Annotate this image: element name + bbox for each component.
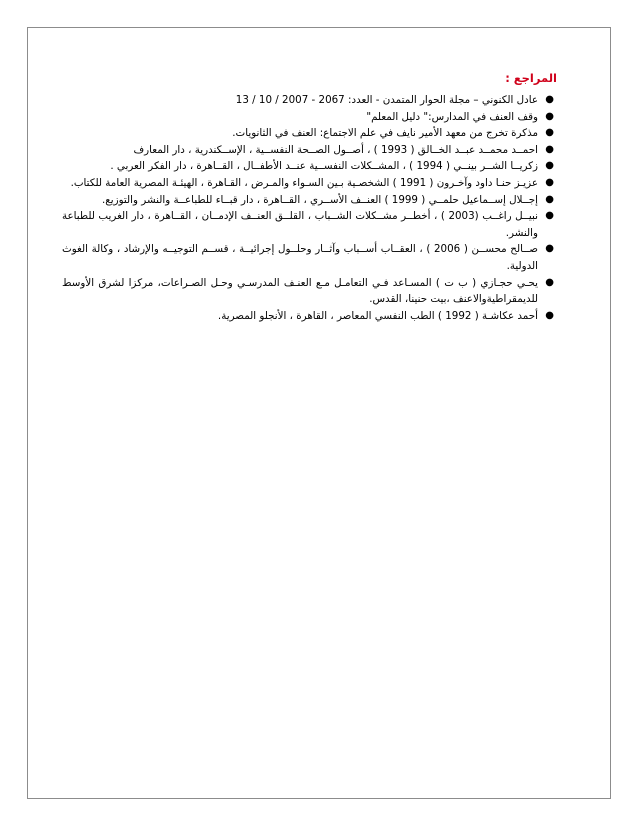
reference-item [62,241,557,274]
bullet-icon: ● [545,143,554,155]
reference-item [62,125,557,142]
bullet-icon: ● [545,210,554,222]
bullet-icon: ● [545,176,554,188]
reference-text: احمــد محمــد عبــد الخــالق ( 1993 ) ، أصــول الصــحة النفســية ، الإســكندرية ، دار المعارف [133,143,538,156]
reference-item [62,275,557,308]
bullet-icon: ● [545,243,554,255]
reference-item [62,142,557,159]
reference-text: نبيــل راغــب (2003 ) ، أخطــر مشــكلات الشــباب ، القلــق العنــف الإدمــان ، القــاهرة ، دار الغريب للطباعة والنشر. [62,210,539,239]
reference-text: وقف العنف في المدارس:" دليل المعلم" [366,110,538,123]
reference-text: زكريــا الشــر بينــي ( 1994 ) ، المشــكلات النفســية عنــد الأطفــال ، القــاهرة ، دار الفكر العربي . [110,160,538,173]
reference-text: صــالح محســن ( 2006 ) ، العقــاب أســباب وآثــار وحلــول إجرائيــة ، قســم التوجيــه والإرشاد ، وكالة الغوث الدولية. [62,243,538,272]
bullet-icon: ● [545,276,554,288]
bullet-icon: ● [545,127,554,139]
reference-text: عزيـز حنـا داود وآخـرون ( 1991 ) الشخصـية بـين السـواء والمـرض ، القـاهرة ، الهيئـة المصرية العامة للكتاب. [70,176,538,189]
bullet-icon: ● [545,193,554,205]
bullet-icon: ● [545,94,554,105]
reference-item [62,208,557,241]
references-list [62,92,557,324]
reference-item [62,192,557,209]
reference-text: أحمد عكاشـة ( 1992 ) الطب النفسي المعاصر ، القاهرة ، الأنجلو المصرية. [217,309,538,322]
reference-text: يحـي حجـازي ( ب ت ) المسـاعد فـي التعامـل مـع العنـف المدرسـي وحـل الصـراعات، مركزا لشرق الأوسط للديمقراطيةوالاعنف ،بيت حنينا، القدس. [62,276,538,306]
bullet-icon: ● [545,110,554,122]
reference-text: مذكرة تخرج من معهد الأمير نايف في علم الاجتماع: العنف في الثانويات. [232,127,538,140]
bullet-icon: ● [545,309,554,321]
bullet-icon: ● [545,160,554,172]
reference-item [62,92,557,109]
reference-item [62,109,557,126]
document-body [62,66,557,324]
reference-item [62,308,557,325]
reference-text: إجــلال إســماعيل حلمــي ( 1999 ) العنــف الأســري ، القــاهرة ، دار قبــاء للطباعــة والنشر والتوزيع. [102,193,538,206]
reference-item [62,158,557,175]
reference-item [62,175,557,192]
references-heading: المراجع : [505,71,557,85]
reference-text: عادل الكنوني – مجلة الحوار المتمدن - العدد: 2067 - 2007 / 10 / 13 [235,94,538,106]
